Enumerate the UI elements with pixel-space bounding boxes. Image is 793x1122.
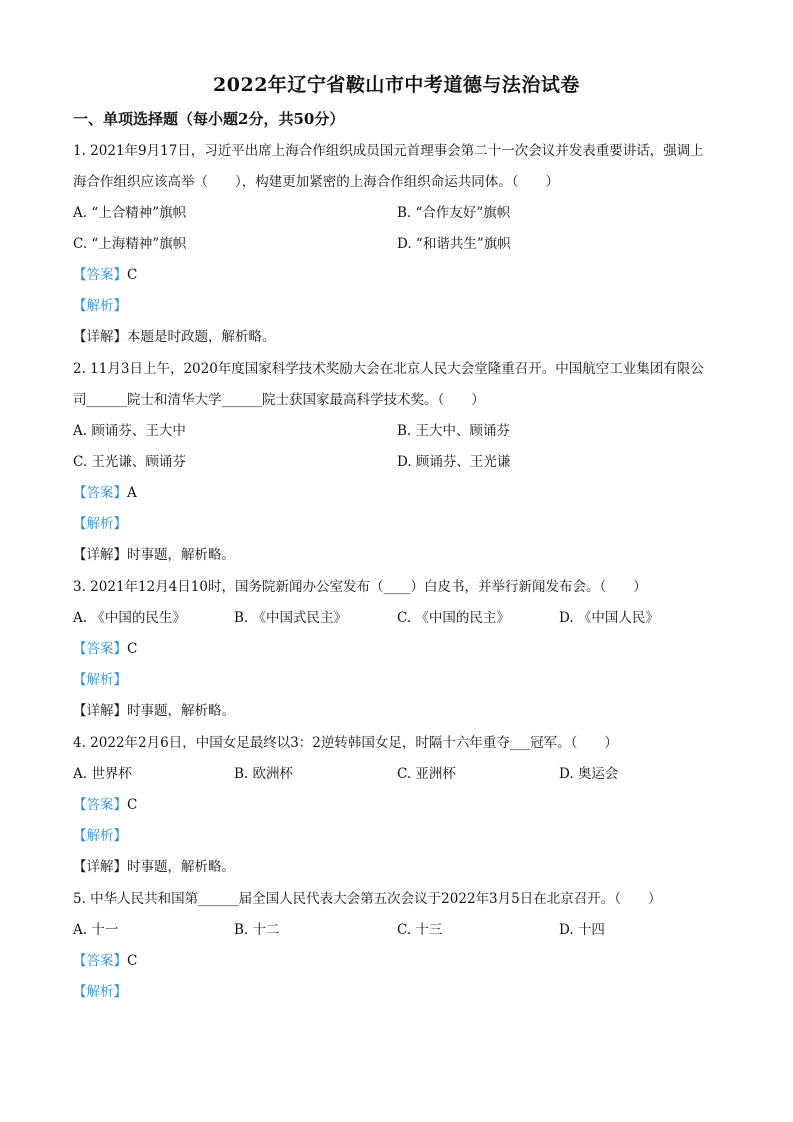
q2-detail <box>73 545 235 565</box>
q1-stem-line2: 海合作组织应该高举（ ），构建更加紧密的上海合作组织命运共同体。（ ） <box>73 174 559 190</box>
q3-option-b: B. 《中国式民主》 <box>234 610 348 626</box>
q2-option-b: B. 王大中、顾诵芬 <box>397 423 511 439</box>
q2-option-a: A. 顾诵芬、王大中 <box>73 423 186 439</box>
q1-stem-line1: 1. 2021年9月17日，习近平出席上海合作组织成员国元首理事会第二十一次会议并发表重要讲话，强调上 <box>73 143 704 159</box>
answer-tag: 【答案】 <box>73 641 127 657</box>
q5-option-b: B. 十二 <box>234 922 280 938</box>
answer-tag: 【答案】 <box>73 267 127 283</box>
q3-answer <box>73 639 137 659</box>
q2-stem-line2: 司______院士和清华大学______院士获国家最高科学技术奖。（ ） <box>73 392 485 408</box>
page-title: 2022年辽宁省鞍山市中考道德与法治试卷 <box>213 74 580 96</box>
q4-option-b: B. 欧洲杯 <box>234 766 294 782</box>
detail-tag: 【详解】 <box>73 547 127 563</box>
section-title: 一、单项选择题（每小题2分，共50分） <box>73 110 345 128</box>
q4-option-d: D. 奥运会 <box>559 766 619 782</box>
q2-analysis-tag: 【解析】 <box>73 516 127 532</box>
q5-option-a: A. 十一 <box>73 922 119 938</box>
q4-option-c: C. 亚洲杯 <box>397 766 456 782</box>
q3-detail <box>73 701 235 721</box>
q2-answer <box>73 483 137 503</box>
q1-option-b: B. “合作友好”旗帜 <box>397 205 511 221</box>
answer-tag: 【答案】 <box>73 953 127 969</box>
q3-stem-line1: 3. 2021年12月4日10时，国务院新闻办公室发布（____）白皮书，并举行新闻发布会。（ ） <box>73 579 647 595</box>
answer-value: A <box>127 485 137 501</box>
detail-text: 本题是时政题，解析略。 <box>127 329 276 345</box>
q1-option-d: D. “和谐共生”旗帜 <box>397 236 511 252</box>
answer-tag: 【答案】 <box>73 485 127 501</box>
q4-stem-line1: 4. 2022年2月6日，中国女足最终以3：2逆转韩国女足，时隔十六年重夺___冠军。（ ） <box>73 735 618 751</box>
detail-tag: 【详解】 <box>73 859 127 875</box>
q4-detail <box>73 857 235 877</box>
answer-value: C <box>127 953 138 969</box>
q1-analysis-tag: 【解析】 <box>73 298 127 314</box>
q5-option-d: D. 十四 <box>559 922 605 938</box>
answer-tag: 【答案】 <box>73 797 127 813</box>
q3-option-c: C. 《中国的民主》 <box>397 610 510 626</box>
answer-value: C <box>127 267 138 283</box>
q5-analysis-tag: 【解析】 <box>73 984 127 1000</box>
q2-stem-line1: 2. 11月3日上午，2020年度国家科学技术奖励大会在北京人民大会堂隆重召开。中国航空工业集团有限公 <box>73 361 704 377</box>
q1-option-c: C. “上海精神”旗帜 <box>73 236 187 252</box>
q2-option-c: C. 王光谦、顾诵芬 <box>73 454 186 470</box>
q2-option-d: D. 顾诵芬、王光谦 <box>397 454 511 470</box>
q3-option-a: A. 《中国的民生》 <box>73 610 186 626</box>
q1-detail <box>73 327 276 347</box>
q1-answer <box>73 265 137 285</box>
q3-analysis-tag: 【解析】 <box>73 672 127 688</box>
detail-text: 时事题，解析略。 <box>127 703 235 719</box>
detail-text: 时事题，解析略。 <box>127 859 235 875</box>
q4-option-a: A. 世界杯 <box>73 766 132 782</box>
answer-value: C <box>127 797 138 813</box>
q4-answer <box>73 795 137 815</box>
answer-value: C <box>127 641 138 657</box>
detail-tag: 【详解】 <box>73 329 127 345</box>
q1-option-a: A. “上合精神”旗帜 <box>73 205 187 221</box>
q4-analysis-tag: 【解析】 <box>73 828 127 844</box>
q5-answer <box>73 951 137 971</box>
q3-option-d: D. 《中国人民》 <box>559 610 659 626</box>
detail-tag: 【详解】 <box>73 703 127 719</box>
detail-text: 时事题，解析略。 <box>127 547 235 563</box>
q5-option-c: C. 十三 <box>397 922 443 938</box>
q5-stem-line1: 5. 中华人民共和国第______届全国人民代表大会第五次会议于2022年3月5日在北京召开。（ ） <box>73 891 662 907</box>
